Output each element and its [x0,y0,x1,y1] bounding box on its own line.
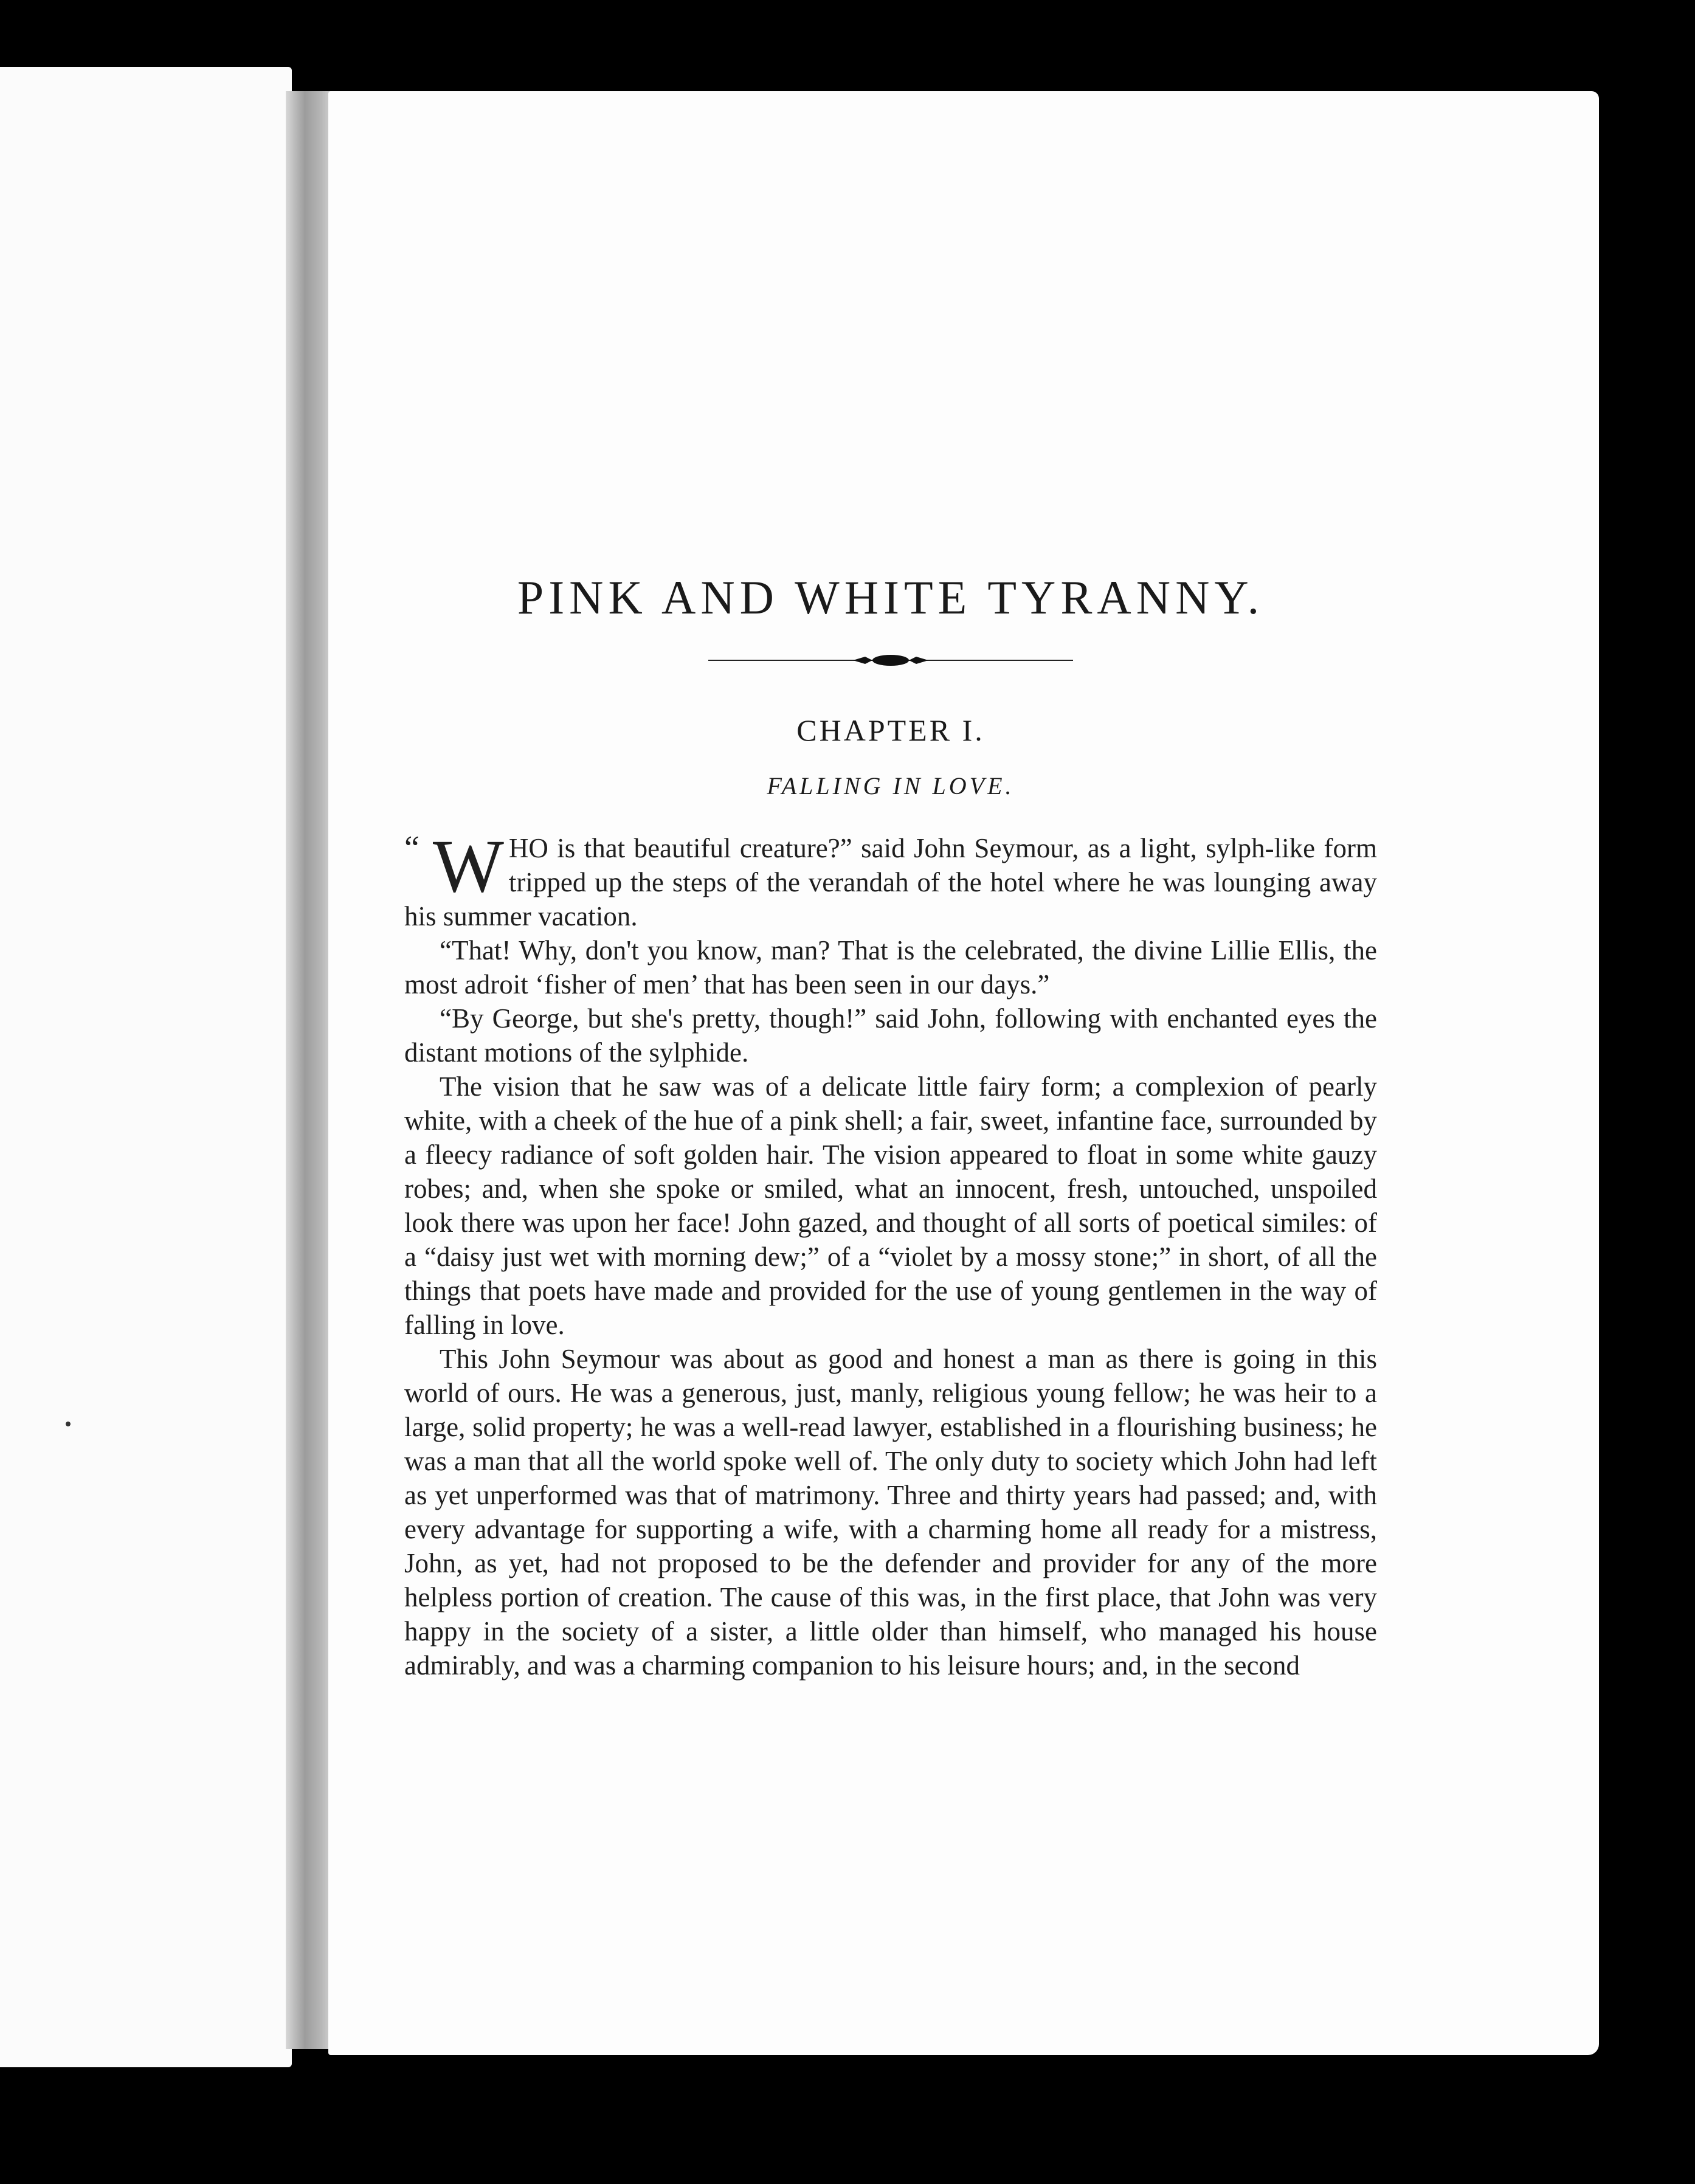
drop-cap-letter: W [432,824,504,908]
paragraph: This John Seymour was about as good and honest a man as there is going in this world of ours. He was a generous, just, manly, religious young fellow; he was heir to a large, solid property; he was a well-read lawyer, established in a flourishing business; he was a man that all the world spoke well of. The only duty to society which John had left as yet unperformed was that of matrimony. Three and thirty years had passed; and, with every advantage for supporting a wife, with a charming home all ready for a mistress, John, as yet, had not proposed to be the defender and provider for any of the more helpless portion of creation. The cause of this was, in the first place, that John was very happy in the society of a sister, a little older than himself, who managed his house admirably, and was a charming companion to his leisure hours; and, in the second [404,1343,1377,1681]
ornament-divider [708,651,1073,669]
opening-paragraph-text: HO is that beautiful creature?” said John Seymour, as a light, sylph-like form tripped up the steps of the verandah of the hotel where he was lounging away his summer vacation. [404,832,1377,931]
chapter-title: FALLING IN LOVE. [767,772,1015,800]
chapter-number: CHAPTER I. [796,713,985,747]
opening-quote-mark: “ [404,829,419,867]
paragraph: “That! Why, don't you know, man? That is the celebrated, the divine Lillie Ellis, the most adroit ‘fisher of men’ that has been seen in our days.” [404,935,1377,1000]
paragraph: The vision that he saw was of a delicate little fairy form; a complexion of pearly white, with a cheek of the hue of a pink shell; a fair, sweet, infantine face, surrounded by a fleecy radiance of soft golden hair. The vision appeared to float in some white gauzy robes; and, when she spoke or smiled, what an innocent, fresh, untouched, unspoiled look there was upon her face! John gazed, and thought of all sorts of poetical similes: of a “daisy just wet with morning dew;” of a “violet by a mossy stone;” in short, of all the things that poets have made and provided for the use of young gentlemen in the way of falling in love. [404,1071,1377,1340]
dust-speck [66,1422,71,1426]
opening-paragraph [404,824,1377,933]
paragraph: “By George, but she's pretty, though!” said John, following with enchanted eyes the distant motions of the sylphide. [404,1003,1377,1068]
left-blank-page [0,67,292,2067]
book-title: PINK AND WHITE TYRANNY. [517,571,1265,624]
page-content [404,572,1377,1682]
chapter-body [404,824,1377,1682]
